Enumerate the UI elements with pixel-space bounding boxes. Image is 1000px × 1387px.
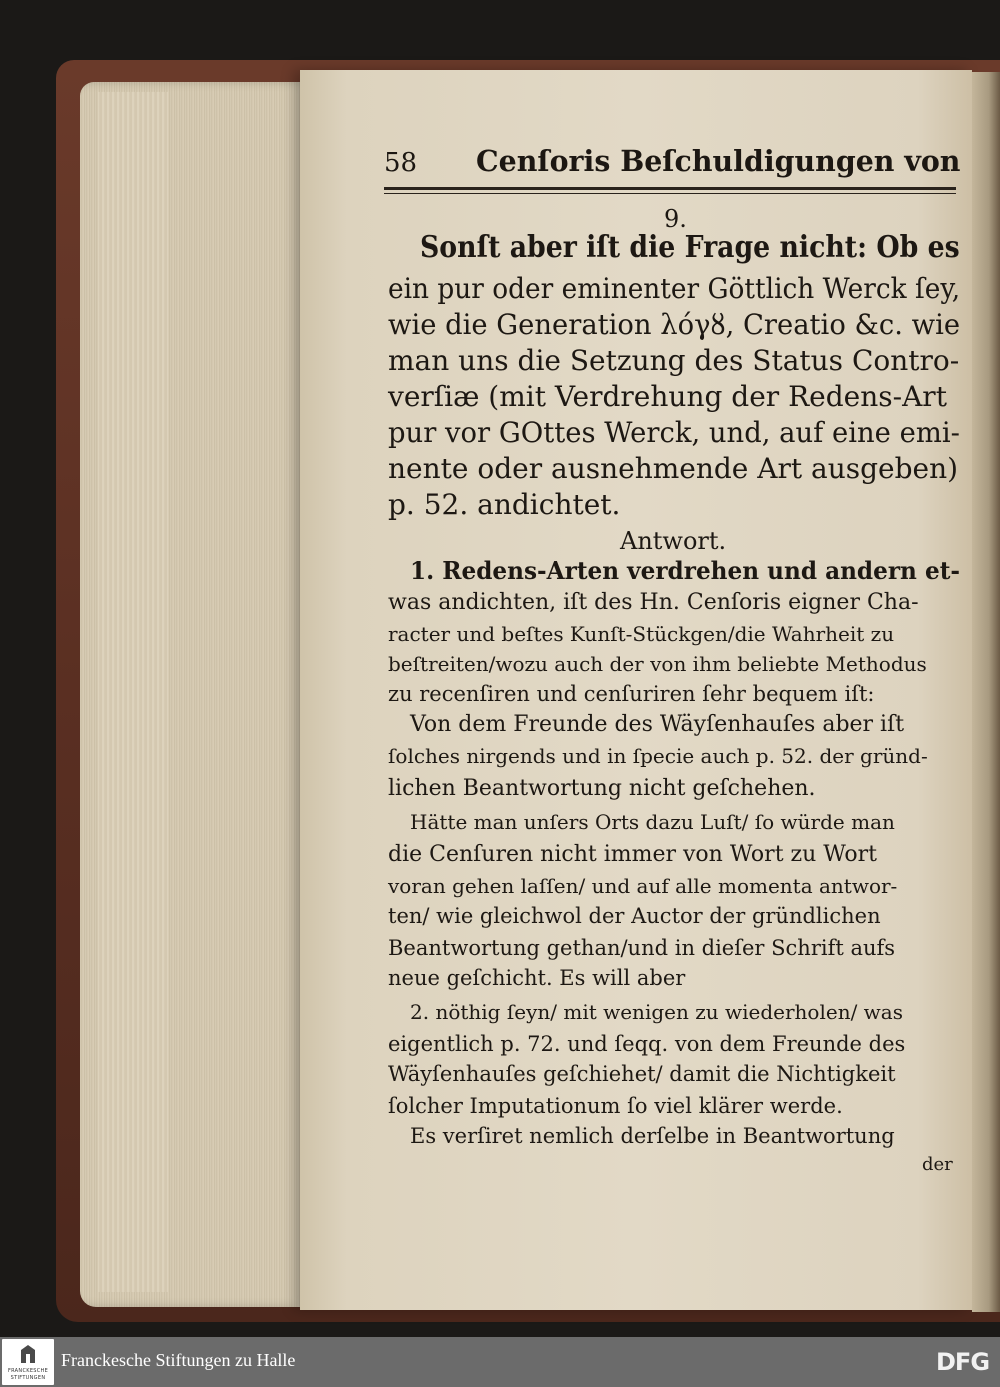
- text-line: beſtreiten/wozu auch der von ihm beliebte Methodus: [388, 652, 927, 676]
- institution-emblem-icon: [20, 1345, 36, 1363]
- page-edges-highlight: [98, 92, 168, 1292]
- text-line: lichen Beantwortung nicht geſchehen.: [388, 776, 816, 801]
- subheading: Antwort.: [620, 527, 727, 555]
- text-line: Hätte man unſers Orts dazu Luſt/ ſo würde man: [410, 810, 895, 834]
- text-line: 2. nöthig ſeyn/ mit wenigen zu wiederholen/ was: [410, 1000, 903, 1024]
- text-line: man uns die Setzung des Status Contro-: [388, 344, 960, 377]
- text-line: pur vor GOttes Werck, und, auf eine emi-: [388, 416, 960, 449]
- text-line: Wäyſenhauſes geſchiehet/ damit die Nichtigkeit: [388, 1062, 896, 1086]
- dfg-logo[interactable]: DFG: [936, 1348, 990, 1376]
- text-line: die Cenſuren nicht immer von Wort zu Wort: [388, 842, 878, 867]
- text-line: ſolches nirgends und in ſpecie auch p. 52. der gründ-: [388, 744, 928, 768]
- section-number: 9.: [664, 205, 687, 233]
- page-number: 58: [384, 148, 418, 178]
- logo-text: FRANCKESCHE: [7, 1368, 49, 1374]
- text-line: voran gehen laſſen/ und auf alle momenta antwor-: [388, 874, 898, 898]
- text-line: Sonſt aber iſt die Frage nicht: Ob es: [420, 230, 960, 265]
- text-line: Beantwortung gethan/und in dieſer Schrift aufs: [388, 936, 896, 960]
- text-line: Von dem Freunde des Wäyſenhauſes aber iſt: [410, 712, 905, 737]
- header-rule-thin: [384, 193, 956, 194]
- text-line: eigentlich p. 72. und ſeqq. von dem Freunde des: [388, 1032, 906, 1056]
- text-line: neue geſchicht. Es will aber: [388, 966, 686, 990]
- text-line: Es verſiret nemlich derſelbe in Beantwortung: [410, 1124, 895, 1148]
- institution-name[interactable]: Franckesche Stiftungen zu Halle: [61, 1350, 296, 1370]
- text-line: ten/ wie gleichwol der Auctor der gründlichen: [388, 904, 881, 928]
- institution-logo[interactable]: [2, 1339, 54, 1385]
- text-line: ein pur oder eminenter Göttlich Werck ſey,: [388, 272, 961, 305]
- catchword: der: [922, 1154, 953, 1175]
- text-line: ſolcher Imputationum ſo viel klärer werde.: [388, 1094, 843, 1118]
- logo-text: STIFTUNGEN: [10, 1375, 46, 1381]
- text-line: wie die Generation λόγȣ, Creatio &c. wie: [388, 308, 961, 341]
- text-line: p. 52. andichtet.: [388, 488, 621, 521]
- text-line: racter und beſtes Kunſt-Stückgen/die Wahrheit zu: [388, 622, 895, 646]
- text-line: verſiæ (mit Verdrehung der Redens-Art: [388, 380, 947, 413]
- header-rule: [384, 187, 956, 190]
- text-line: zu recenſiren und cenſuriren ſehr bequem iſt:: [388, 682, 875, 706]
- text-line: was andichten, iſt des Hn. Cenſoris eigner Cha-: [388, 590, 919, 615]
- running-head: Cenſoris Beſchuldigungen von: [476, 144, 961, 178]
- text-line: nente oder ausnehmende Art ausgeben): [388, 452, 959, 485]
- facing-page-edge: [972, 72, 1000, 1312]
- text-line: 1. Redens-Arten verdrehen und andern et-: [410, 556, 961, 585]
